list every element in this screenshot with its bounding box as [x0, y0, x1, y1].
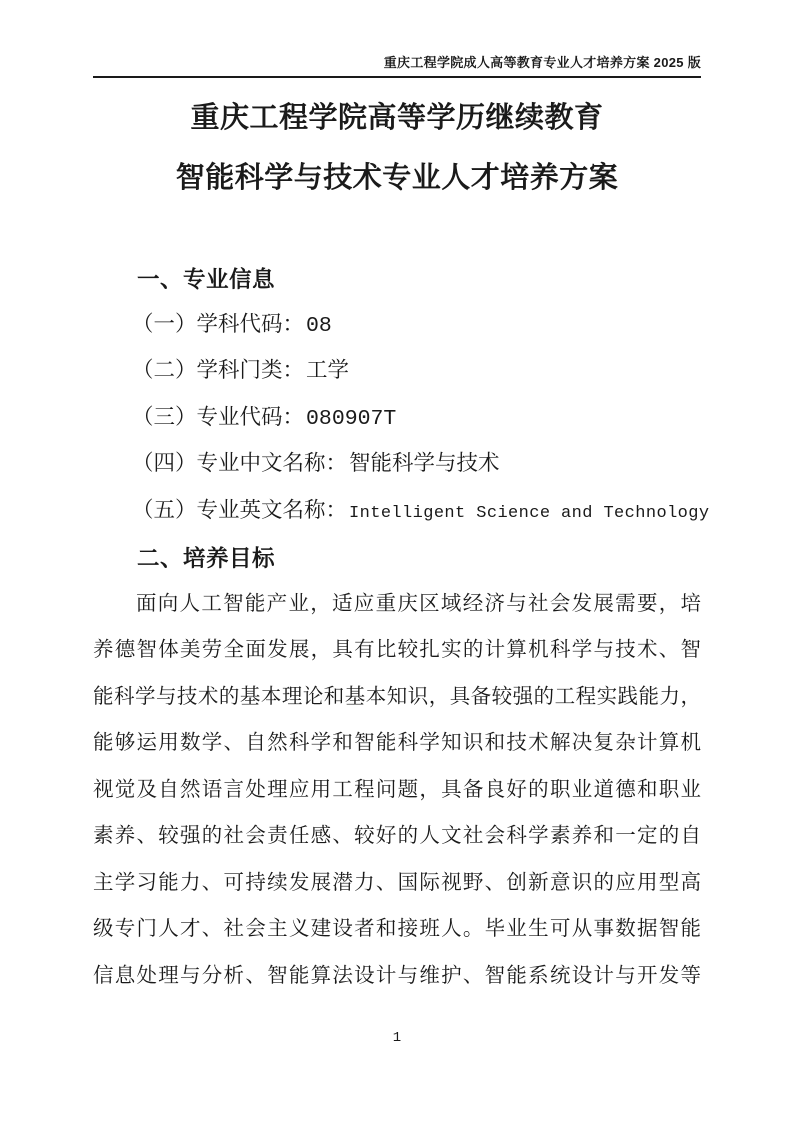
objective-paragraph-line: 级专门人才、社会主义建设者和接班人。毕业生可从事数据智能 [93, 919, 701, 942]
info-item-value: 智能科学与技术 [349, 453, 500, 477]
document-title [0, 88, 794, 208]
info-item-discipline-category [93, 357, 701, 404]
objective-paragraph-line: 能够运用数学、自然科学和智能科学知识和技术解决复杂计算机 [93, 733, 701, 756]
info-item-value: 工学 [306, 360, 350, 384]
objective-paragraph-line: 能科学与技术的基本理论和基本知识，具备较强的工程实践能力， [93, 686, 701, 710]
info-item-label: （五）专业英文名称： [132, 499, 348, 524]
section-1-heading: 一、专业信息 [137, 267, 276, 292]
info-item-value: Intelligent Science and Technology [349, 503, 710, 523]
section-training-objectives [93, 543, 701, 1008]
objective-paragraph-line: 素养、较强的社会责任感、较好的人文社会科学素养和一定的自 [93, 826, 701, 849]
info-item-discipline-code [93, 311, 701, 358]
info-item-label: （一）学科代码： [132, 313, 305, 338]
objective-paragraph-line: 信息处理与分析、智能算法设计与维护、智能系统设计与开发等 [93, 965, 701, 989]
section-2-heading: 二、培养目标 [137, 546, 276, 571]
info-item-major-name-cn [93, 450, 701, 497]
objective-paragraph-line: 养德智体美劳全面发展，具有比较扎实的计算机科学与技术、智 [93, 640, 701, 663]
section-professional-info [93, 264, 710, 543]
info-item-major-code [93, 404, 701, 451]
page-number: 1 [392, 1030, 402, 1046]
info-item-major-name-en [93, 497, 710, 544]
objective-paragraph-line: 视觉及自然语言处理应用工程问题，具备良好的职业道德和职业 [93, 779, 701, 803]
info-item-label: （二）学科门类： [132, 360, 305, 384]
objective-paragraph-line: 面向人工智能产业，适应重庆区域经济与社会发展需要，培 [136, 593, 701, 617]
header-rule [93, 76, 701, 78]
page-header-text: 重庆工程学院成人高等教育专业人才培养方案 2025 版 [383, 55, 701, 70]
objective-paragraph-line: 主学习能力、可持续发展潜力、国际视野、创新意识的应用型高 [93, 872, 701, 896]
info-item-label: （三）专业代码： [132, 406, 305, 431]
document-title-line-2: 智能科学与技术专业人才培养方案 [175, 162, 619, 194]
document-title-line-1: 重庆工程学院高等学历继续教育 [190, 102, 604, 134]
info-item-value: 080907T [306, 406, 397, 431]
info-item-label: （四）专业中文名称： [132, 453, 348, 477]
info-item-value: 08 [306, 313, 332, 338]
